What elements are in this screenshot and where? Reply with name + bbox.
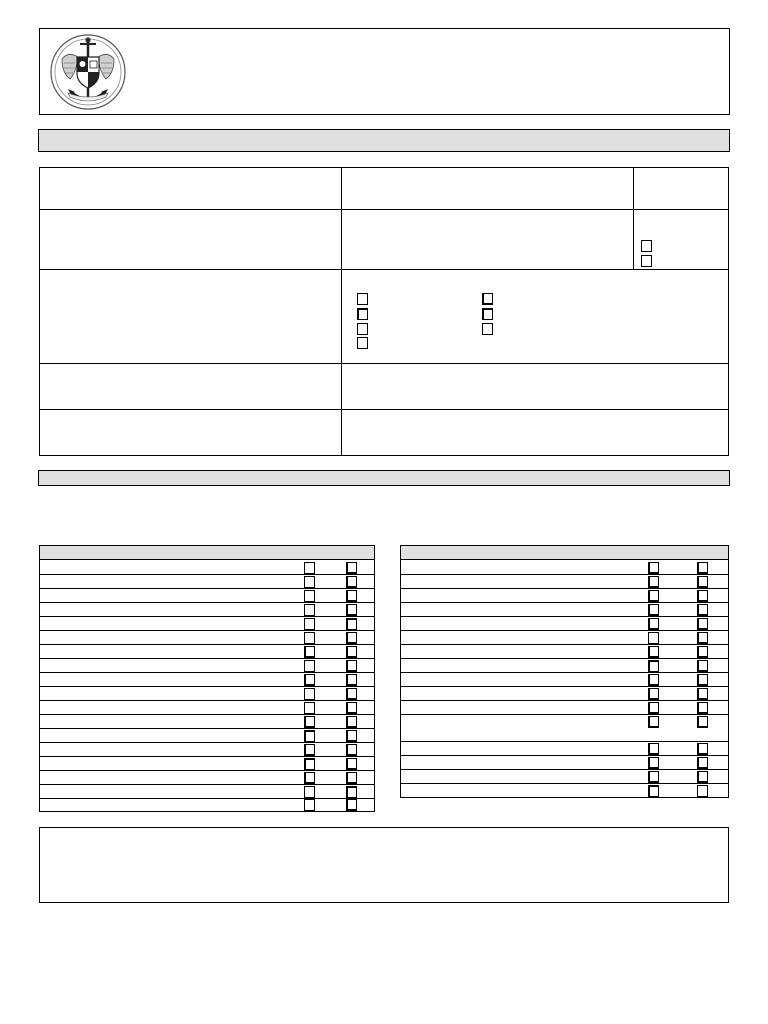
checkbox[interactable] <box>304 618 315 630</box>
checkbox[interactable] <box>346 646 357 658</box>
section-bar-1 <box>38 129 730 152</box>
checkbox[interactable] <box>648 743 659 755</box>
info-cell-r1-c1[interactable] <box>40 168 341 209</box>
checkbox[interactable] <box>482 308 493 320</box>
checkbox[interactable] <box>641 255 652 267</box>
checkbox[interactable] <box>346 618 357 630</box>
checkbox[interactable] <box>304 632 315 644</box>
checkbox[interactable] <box>346 604 357 616</box>
checkbox[interactable] <box>304 799 315 811</box>
info-cell-r5-c2[interactable] <box>342 410 728 455</box>
checkbox[interactable] <box>648 660 659 672</box>
checkbox[interactable] <box>697 771 708 783</box>
list-item <box>40 798 374 812</box>
checkbox[interactable] <box>346 632 357 644</box>
list-item <box>40 560 374 575</box>
info-cell-r4-c2[interactable] <box>342 364 728 409</box>
list-item <box>40 756 374 771</box>
checkbox[interactable] <box>648 590 659 602</box>
checkbox[interactable] <box>346 576 357 588</box>
comments-box[interactable] <box>39 827 729 903</box>
checkbox[interactable] <box>346 674 357 686</box>
list-item <box>401 602 728 617</box>
list-item <box>401 686 728 701</box>
checkbox[interactable] <box>648 576 659 588</box>
section-bar-2 <box>38 470 730 486</box>
checkbox[interactable] <box>346 688 357 700</box>
checkbox[interactable] <box>346 562 357 574</box>
checkbox[interactable] <box>346 730 357 742</box>
list-item <box>401 616 728 631</box>
checkbox[interactable] <box>697 604 708 616</box>
list-item <box>40 574 374 589</box>
checkbox[interactable] <box>357 308 368 320</box>
checkbox[interactable] <box>697 590 708 602</box>
checkbox[interactable] <box>648 771 659 783</box>
checkbox[interactable] <box>346 799 357 811</box>
info-cell-r1-c3[interactable] <box>634 168 728 209</box>
checkbox[interactable] <box>304 730 315 742</box>
checklist-left <box>39 545 375 812</box>
checkbox[interactable] <box>648 716 659 728</box>
checkbox[interactable] <box>648 674 659 686</box>
list-item <box>401 714 728 742</box>
list-item <box>401 672 728 687</box>
checkbox[interactable] <box>346 772 357 784</box>
checkbox[interactable] <box>697 743 708 755</box>
checkbox[interactable] <box>346 744 357 756</box>
list-item <box>401 700 728 715</box>
list-item <box>40 770 374 785</box>
checkbox[interactable] <box>648 785 659 797</box>
checkbox[interactable] <box>648 688 659 700</box>
list-item <box>40 742 374 757</box>
checkbox[interactable] <box>304 716 315 728</box>
checkbox[interactable] <box>346 702 357 714</box>
checkbox[interactable] <box>697 618 708 630</box>
checkbox[interactable] <box>304 688 315 700</box>
list-item <box>40 588 374 603</box>
list-item <box>401 741 728 756</box>
checkbox[interactable] <box>346 716 357 728</box>
checkbox[interactable] <box>648 702 659 714</box>
checkbox[interactable] <box>648 604 659 616</box>
checklist-right-header <box>401 546 728 560</box>
header-box <box>39 28 730 115</box>
checkbox[interactable] <box>346 758 357 770</box>
checkbox[interactable] <box>697 688 708 700</box>
list-item <box>40 784 374 799</box>
checklist-left-header <box>40 546 374 560</box>
list-item <box>40 616 374 631</box>
info-cell-r2-c1[interactable] <box>40 210 341 269</box>
list-item <box>40 672 374 687</box>
checkbox[interactable] <box>697 576 708 588</box>
list-item <box>401 769 728 784</box>
list-item <box>401 574 728 589</box>
checkbox[interactable] <box>697 785 708 797</box>
checkbox[interactable] <box>697 702 708 714</box>
checkbox[interactable] <box>357 293 368 305</box>
list-item <box>40 686 374 701</box>
checkbox[interactable] <box>482 293 493 305</box>
list-item <box>401 658 728 673</box>
checkbox[interactable] <box>304 646 315 658</box>
checkbox[interactable] <box>697 632 708 644</box>
checkbox[interactable] <box>304 758 315 770</box>
list-item <box>40 630 374 645</box>
checkbox[interactable] <box>648 632 659 644</box>
list-item <box>40 714 374 729</box>
checkbox[interactable] <box>304 674 315 686</box>
checkbox[interactable] <box>648 646 659 658</box>
checkbox[interactable] <box>304 772 315 784</box>
checkbox[interactable] <box>304 744 315 756</box>
checkbox[interactable] <box>357 323 368 335</box>
checkbox[interactable] <box>641 240 652 252</box>
checkbox[interactable] <box>648 618 659 630</box>
list-item <box>401 644 728 659</box>
checkbox[interactable] <box>648 562 659 574</box>
checkbox[interactable] <box>482 323 493 335</box>
checkbox[interactable] <box>357 337 368 349</box>
checkbox[interactable] <box>697 646 708 658</box>
checkbox[interactable] <box>304 562 315 574</box>
list-item <box>40 602 374 617</box>
list-item <box>401 588 728 603</box>
checkbox[interactable] <box>648 757 659 769</box>
info-cell-r2-c2[interactable] <box>342 210 633 269</box>
list-item <box>40 700 374 715</box>
list-item <box>401 630 728 645</box>
checkbox[interactable] <box>346 660 357 672</box>
list-item <box>40 658 374 673</box>
list-item <box>401 783 728 797</box>
checkbox[interactable] <box>697 562 708 574</box>
checkbox[interactable] <box>304 786 315 798</box>
checkbox[interactable] <box>697 674 708 686</box>
checkbox[interactable] <box>346 786 357 798</box>
checklist-right <box>400 545 729 798</box>
info-grid <box>39 167 729 456</box>
list-item <box>40 728 374 743</box>
checkbox[interactable] <box>304 660 315 672</box>
list-item <box>401 560 728 575</box>
checkbox[interactable] <box>304 604 315 616</box>
checkbox[interactable] <box>697 660 708 672</box>
checkbox[interactable] <box>346 590 357 602</box>
academy-seal-logo <box>48 33 128 111</box>
checkbox[interactable] <box>304 702 315 714</box>
checkbox[interactable] <box>304 590 315 602</box>
checkbox[interactable] <box>697 757 708 769</box>
info-cell-r1-c2[interactable] <box>342 168 633 209</box>
checkbox[interactable] <box>697 716 708 728</box>
list-item <box>40 644 374 659</box>
list-item <box>401 755 728 770</box>
checkbox[interactable] <box>304 576 315 588</box>
